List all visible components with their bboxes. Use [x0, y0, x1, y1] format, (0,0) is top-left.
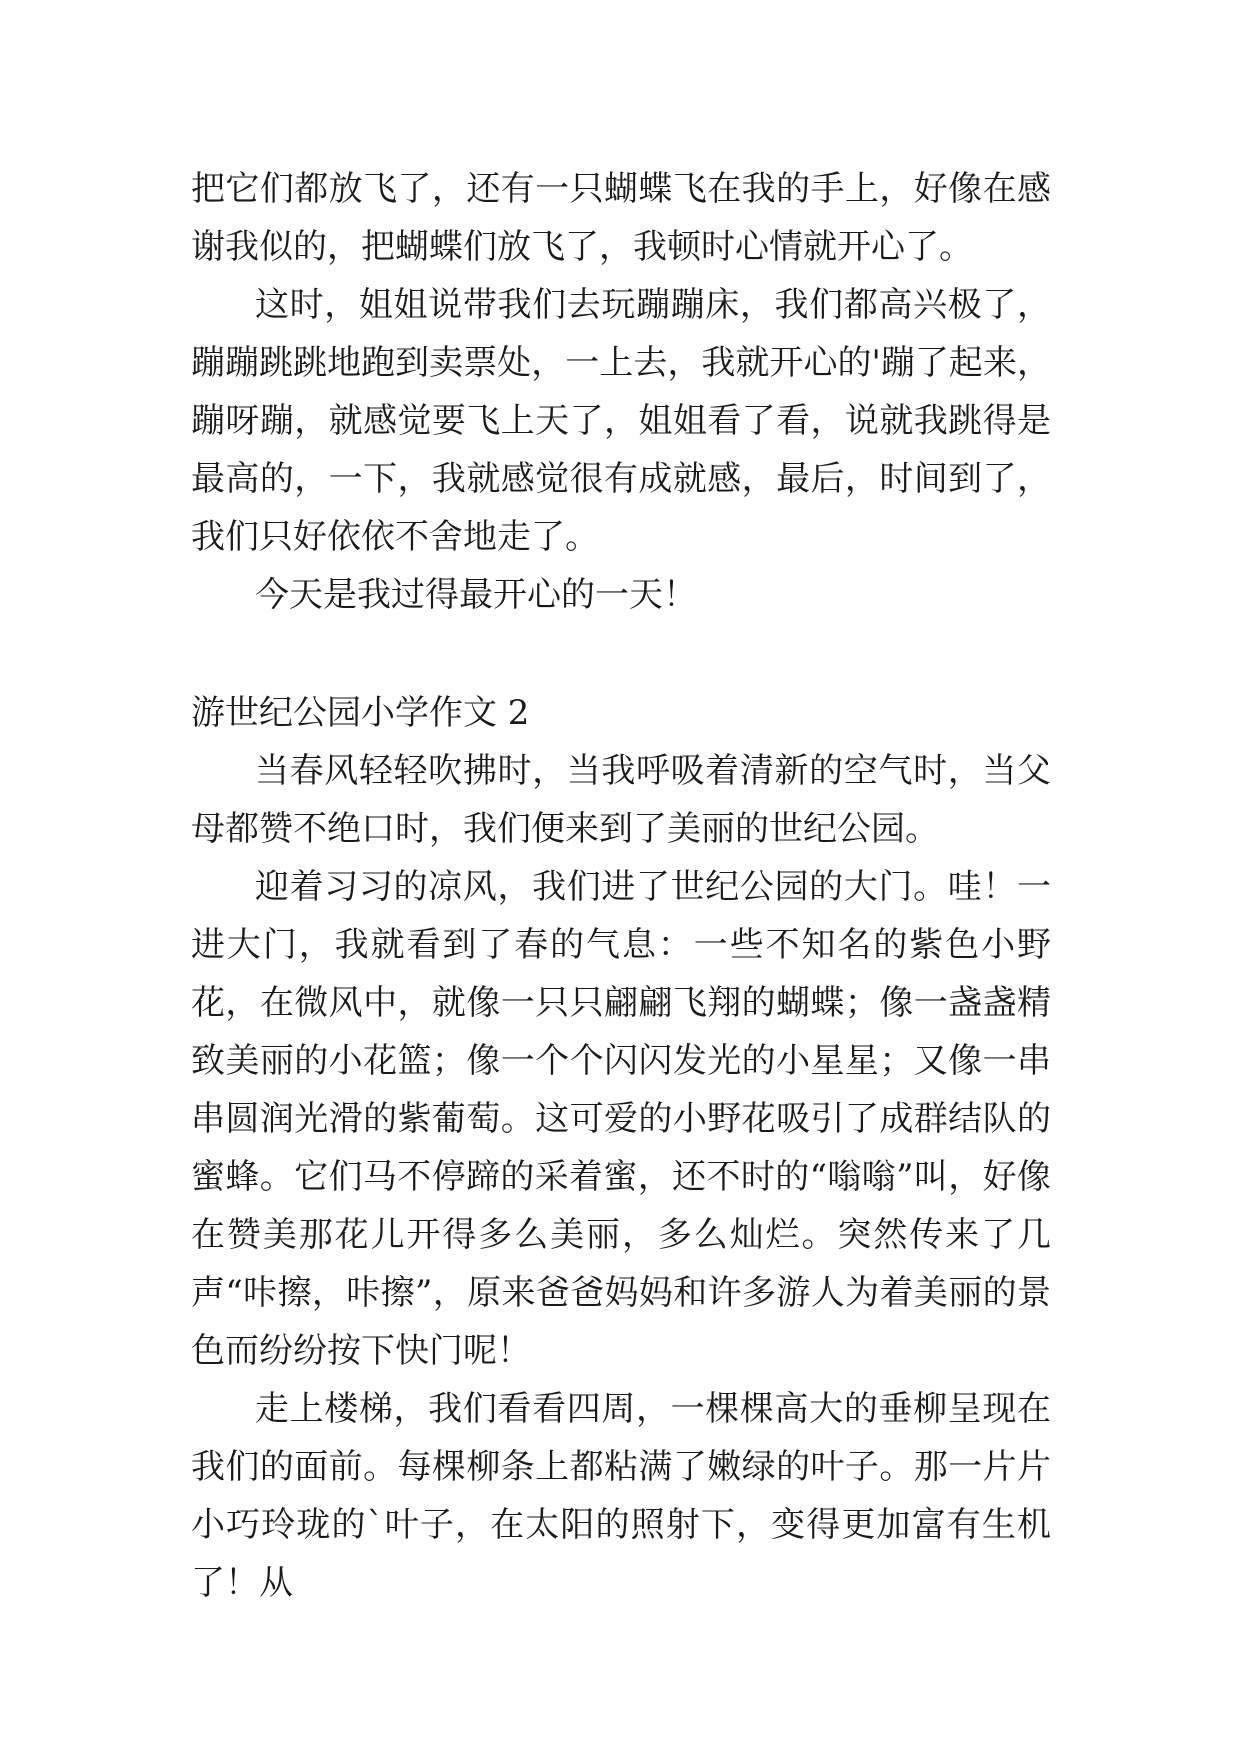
paragraph-stairs: 走上楼梯，我们看看四周，一棵棵高大的垂柳呈现在我们的面前。每棵柳条上都粘满了嫩绿的叶子。那一片片小巧玲珑的`叶子，在太阳的照射下，变得更加富有生机了！从: [191, 1389, 1051, 1603]
document-body: [191, 160, 1051, 1612]
paragraph-continuation: 把它们都放飞了，还有一只蝴蝶飞在我的手上，好像在感谢我似的，把蝴蝶们放飞了，我顿时心情就开心了。: [191, 169, 1051, 267]
section-title: 游世纪公园小学作文 2: [191, 693, 530, 733]
paragraph-intro: 当春风轻轻吹拂时，当我呼吸着清新的空气时，当父母都赞不绝口时，我们便来到了美丽的世纪公园。: [191, 751, 1051, 849]
paragraph-conclusion: 今天是我过得最开心的一天！: [255, 575, 697, 615]
paragraph-trampoline: 这时，姐姐说带我们去玩蹦蹦床，我们都高兴极了，蹦蹦跳跳地跑到卖票处，一上去，我就开心的'蹦了起来，蹦呀蹦，就感觉要飞上天了，姐姐看了看，说就我跳得是最高的，一下，我就感觉很有成就感，最后，时间到了，我们只好依依不舍地走了。: [191, 285, 1051, 557]
paragraph-gate: 迎着习习的凉风，我们进了世纪公园的大门。哇！一进大门，我就看到了春的气息：一些不知名的紫色小野花，在微风中，就像一只只翩翩飞翔的蝴蝶；像一盏盏精致美丽的小花篮；像一个个闪闪发光的小星星；又像一串串圆润光滑的紫葡萄。这可爱的小野花吸引了成群结队的蜜蜂。它们马不停蹄的采着蜜，还不时的“嗡嗡”叫，好像在赞美那花儿开得多么美丽，多么灿烂。突然传来了几声“咔擦，咔擦”，原来爸爸妈妈和许多游人为着美丽的景色而纷纷按下快门呢！: [191, 867, 1051, 1371]
